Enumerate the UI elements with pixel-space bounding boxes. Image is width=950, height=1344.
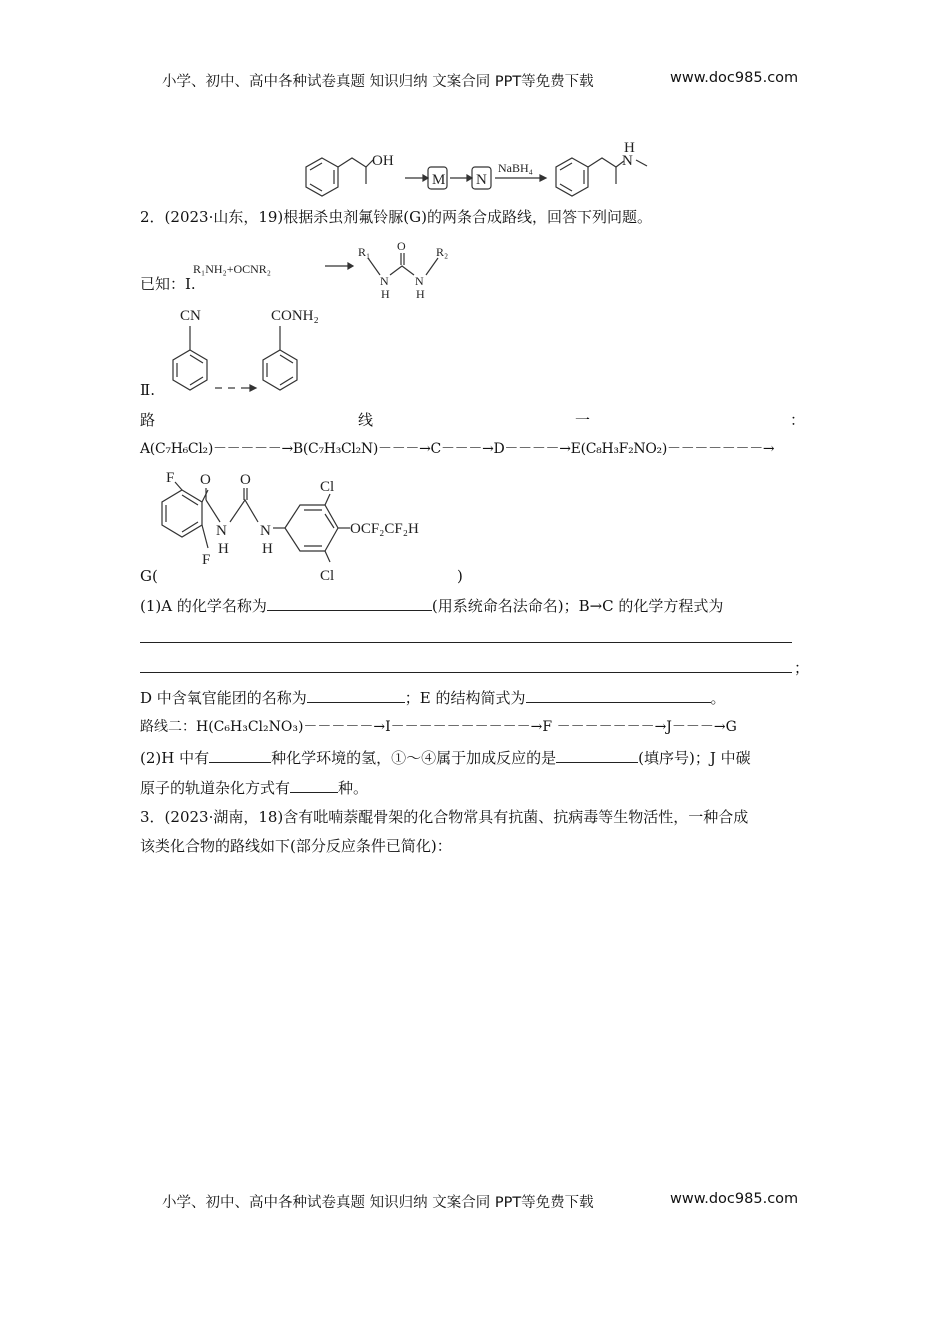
svg-text:F: F [166,470,175,486]
benzonitrile-structure [173,308,207,390]
q2-text-c: (填序号)；J 中碳 [638,749,751,767]
svg-text:N: N [415,274,424,288]
answer-blank-e-structure[interactable] [526,687,711,703]
svg-text:CONH₂: CONH₂ [271,308,319,324]
route2-chain: 路线二：H(C₆H₃Cl₂NO₃)－－－－－→I－－－－－－－－－－→F －－－－－－－→J－－－→G [140,719,737,735]
svg-text:O: O [200,472,211,488]
urea-structure [358,239,448,301]
product-structure [556,140,647,196]
footer-site: www.doc985.com [670,1191,799,1207]
q1-text-e: ；E 的结构简式为 [404,689,526,707]
q2-text-e: 种。 [338,779,369,797]
svg-text:H: H [218,541,229,557]
q1-text-d: D 中含氧官能团的名称为 [140,689,307,707]
svg-text:N: N [622,153,633,169]
reactant-structure [306,153,394,196]
question-3-line1: 3．(2023·湖南，18)含有吡喃萘醌骨架的化合物常具有抗菌、抗病毒等生物活性，一种合成 [140,808,749,826]
answer-blank-h-count[interactable] [209,747,271,763]
m-label: M [432,172,446,188]
svg-text:N: N [216,523,227,539]
answer-blank-addition[interactable] [556,747,638,763]
route1-chain: A(C₇H₆Cl₂)－－－－－→B(C₇H₃Cl₂N)－－－→C－－－→D－－－－→E(C₈H₃F₂NO₂)－－－－－－－→ [140,441,775,457]
svg-text:H: H [624,140,635,156]
g-structure [162,470,419,584]
svg-text:H: H [381,287,390,301]
svg-text:CN: CN [180,308,201,324]
header-site: www.doc985.com [670,70,799,86]
oh-label: OH [372,153,394,169]
route1-char: 路 [140,411,156,429]
nabh4-label: NaBH₄ [498,161,533,175]
q1-text-b: (用系统命名法命名)；B→C 的化学方程式为 [431,597,724,615]
svg-text:N: N [260,523,271,539]
route1-char: ： [790,411,806,429]
route1-char: 线 [358,411,374,429]
q2-text-b: 种化学环境的氢，①～④属于加成反应的是 [271,749,557,767]
benzamide-structure [263,308,319,390]
semicolon: ； [794,659,810,677]
svg-text:H: H [262,541,273,557]
q1-text-a: (1)A 的化学名称为 [140,597,267,615]
answer-blank-d-group[interactable] [307,687,405,703]
q1-end: 。 [710,689,726,707]
known2-label: Ⅱ. [140,381,155,399]
known1-reactants: R₁NH₂+OCNR₂ [193,262,271,276]
question-3-line2: 该类化合物的路线如下(部分反应条件已简化)： [140,837,452,855]
svg-text:OCF₂CF₂H: OCF₂CF₂H [350,521,419,537]
answer-blank-equation-2[interactable] [140,672,792,673]
svg-text:Cl: Cl [320,479,335,495]
svg-text:O: O [240,472,251,488]
svg-text:R₂: R₂ [436,245,449,259]
question-2-title: 2．(2023·山东，19)根据杀虫剂氟铃脲(G)的两条合成路线，回答下列问题。 [140,208,652,226]
route1-char: 一 [575,411,591,429]
answer-blank-hybrid[interactable] [290,777,338,793]
n-label: N [476,172,487,188]
known-label: 已知：Ⅰ. [140,275,196,293]
svg-text:N: N [380,274,389,288]
footer-text: 小学、初中、高中各种试卷真题 知识归纳 文案合同 PPT等免费下载 [162,1195,594,1211]
g-open: G( [140,567,158,585]
svg-text:R₁: R₁ [358,245,371,259]
svg-text:O: O [397,239,406,253]
q2-text-a: (2)H 中有 [140,749,210,767]
g-close: ) [457,567,463,585]
svg-text:Cl: Cl [320,568,335,584]
header-text: 小学、初中、高中各种试卷真题 知识归纳 文案合同 PPT等免费下载 [162,74,594,90]
answer-blank-a-name[interactable] [267,595,432,611]
svg-text:H: H [416,287,425,301]
answer-blank-equation-1[interactable] [140,642,792,643]
svg-text:F: F [202,552,211,568]
q2-text-d: 原子的轨道杂化方式有 [140,779,291,797]
